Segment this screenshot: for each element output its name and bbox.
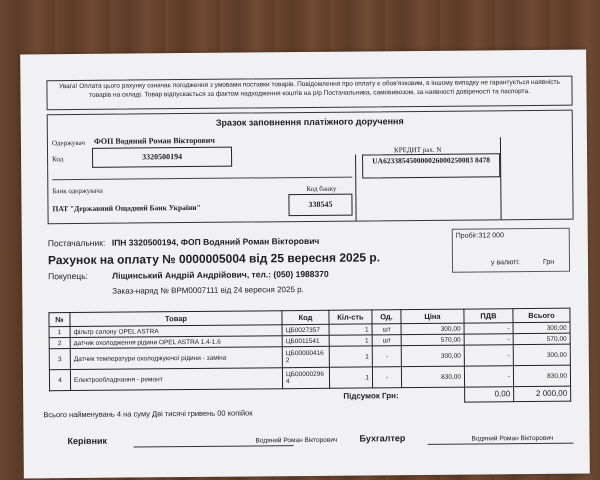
row-price: 300,00	[401, 323, 464, 335]
row-total: 830,00	[513, 365, 570, 386]
summary-total: 2 000,00	[514, 386, 571, 401]
payment-sample-title: Зразок заповнення платіжного доручення	[215, 116, 404, 128]
row-qty: 1	[329, 335, 372, 346]
row-total: 300,00	[513, 344, 570, 365]
row-code: ЦБ0011541	[282, 335, 329, 346]
row-item: фільтр салону OPEL ASTRA	[70, 325, 282, 338]
supplier-label: Постачальник:	[47, 237, 106, 249]
row-vat: -	[464, 323, 513, 334]
row-vat: -	[464, 366, 513, 387]
summary-vat: 0,00	[465, 387, 514, 402]
row-code: ЦБ00000416 2	[282, 346, 329, 367]
row-vat: -	[464, 334, 513, 345]
sum-in-words: Всього найменувань 4 на суму Дві тисячі гривень 00 копійок	[43, 408, 253, 420]
col-vat-header: ПДВ	[464, 309, 513, 323]
invoice-paper	[20, 50, 590, 479]
sample-divider	[52, 177, 352, 181]
row-code: ЦБ00000296 4	[282, 367, 329, 388]
col-number-header: №	[49, 313, 70, 327]
row-vat: -	[464, 345, 513, 366]
bank-code-value: 338545	[288, 194, 352, 217]
director-label: Керівник	[67, 435, 108, 447]
accountant-name: Водяний Роман Вікторович	[471, 434, 554, 443]
row-price: 570,00	[401, 334, 464, 346]
code-label: Код	[52, 155, 64, 164]
bank-code-label: Код банку	[306, 184, 337, 193]
row-code: ЦБ0027357	[282, 324, 329, 335]
row-total: 570,00	[513, 333, 570, 344]
summary-label: Підсумок Грн:	[343, 390, 399, 401]
order-line: Заказ-наряд № ВРМ0007111 від 24 вересня 2025 р.	[112, 285, 304, 296]
row-number: 2	[49, 338, 70, 349]
col-price-header: Ціна	[401, 309, 464, 324]
row-qty: 1	[329, 367, 372, 388]
row-qty: 1	[329, 346, 372, 367]
credit-account-value: UA623385450000026000250083 8478	[362, 153, 500, 178]
sample-right-line	[500, 137, 502, 219]
row-number: 1	[49, 327, 70, 338]
code-value: 3320500194	[92, 147, 232, 168]
buyer-value: Ліщинський Андрій Андрійович, тел.: (050) 1988370	[112, 268, 329, 281]
row-unit: -	[372, 367, 401, 388]
col-code-header: Код	[282, 310, 329, 324]
col-unit-header: Од.	[372, 310, 401, 324]
recipient-value: ФОП Водяний Роман Вікторович	[93, 135, 215, 146]
col-total-header: Всього	[513, 308, 570, 322]
row-price: 300,00	[401, 345, 464, 367]
row-number: 3	[49, 349, 70, 370]
supplier-value: ІПН 3320500194, ФОП Водяний Роман Вікторович	[111, 235, 320, 248]
credit-label: КРЕДИТ рах. N	[393, 145, 442, 155]
row-number: 4	[49, 370, 70, 391]
row-item: датчик охолодження рідини OPEL ASTRA 1.4-1.6	[70, 336, 282, 349]
mileage: Пробіг:312 000	[455, 232, 504, 240]
row-qty: 1	[329, 324, 372, 335]
director-signature-line	[134, 445, 294, 447]
row-unit: -	[372, 346, 401, 367]
invoice-table	[48, 308, 571, 406]
summary-spacer	[402, 387, 465, 402]
currency-label: у валюті:	[490, 259, 520, 267]
bank-name: ПАТ "Державний Ощадний Банк України"	[52, 202, 201, 214]
row-unit: шт	[372, 335, 401, 346]
accountant-signature-line	[428, 443, 574, 445]
currency-value: Грн	[542, 258, 555, 266]
col-qty-header: Кіл-сть	[329, 310, 372, 324]
row-item: Електрообладнання - ремонт	[70, 368, 282, 391]
row-total: 300,00	[513, 322, 570, 333]
accountant-label: Бухгалтер	[359, 433, 406, 444]
bank-label: Банк одержувача	[52, 186, 103, 196]
buyer-label: Покупець:	[48, 270, 89, 282]
row-price: 830,00	[401, 366, 464, 388]
invoice-title: Рахунок на оплату № 0000005004 від 25 вересня 2025 р.	[47, 250, 381, 268]
mileage-box	[452, 228, 570, 273]
row-item: Датчик температури охолоджуючої рідини - заміна	[70, 347, 282, 370]
payment-notice: Увага! Оплата цього рахунку означає погодження з умовами поставки товарів. Повідомлення про оплату є обов'язковим, в іншому випадку не гарантується наявність товарів на складі. Товар відпускається за фактом надходження коштів на р/р Постачальника, самовивозом, за наявності довіреності та паспорта.	[46, 76, 572, 111]
recipient-label: Одержувач	[51, 138, 86, 148]
director-name: Водяний Роман Вікторович	[255, 436, 338, 445]
col-item-header: Товар	[70, 311, 282, 327]
row-unit: шт	[372, 324, 401, 335]
sample-vertical-line	[355, 155, 357, 221]
payment-sample-block	[47, 110, 574, 225]
